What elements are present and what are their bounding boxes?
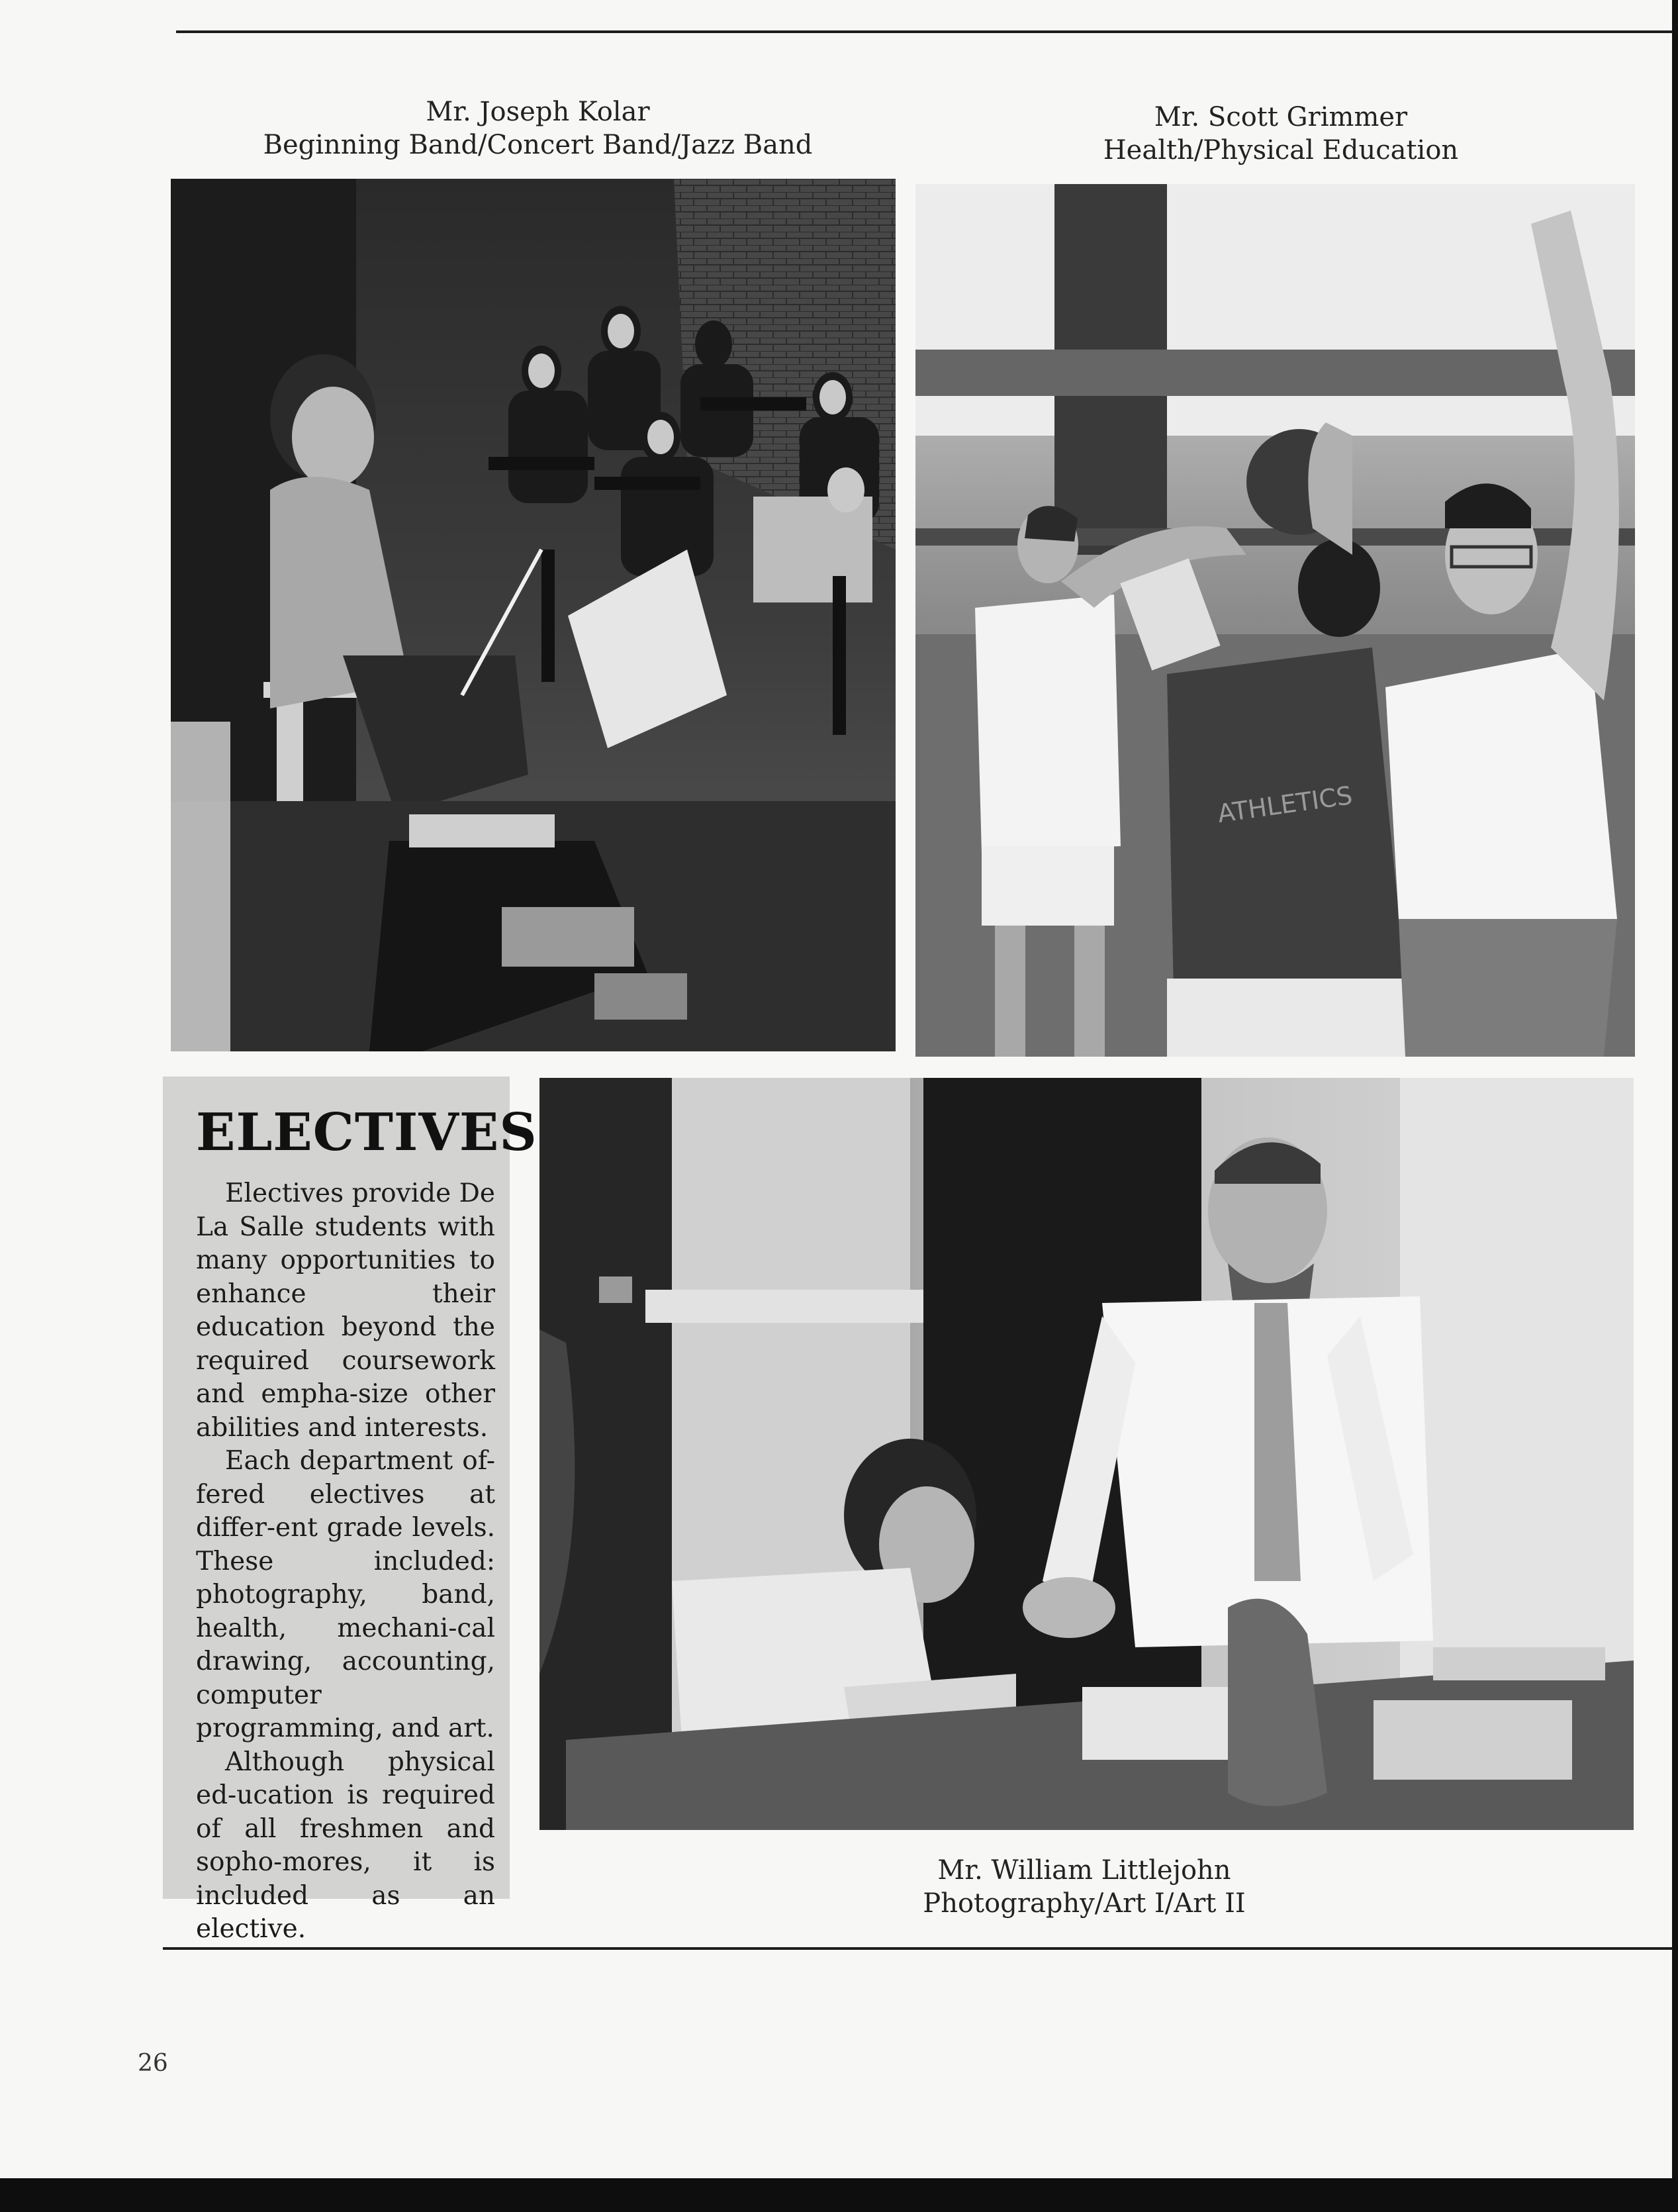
photo-art-class xyxy=(539,1078,1634,1830)
sidebar-paragraph-3: Although physical ed-ucation is required of all freshmen and sopho-mores, it is included as an elective. xyxy=(196,1747,495,1944)
caption-scott-grimmer xyxy=(1049,101,1513,167)
teacher-name: Mr. William Littlejohn xyxy=(937,1855,1231,1886)
teacher-name: Mr. Scott Grimmer xyxy=(1154,102,1408,132)
photo-jazz-band xyxy=(171,179,896,1051)
shirt-text: ATHLETICS xyxy=(1215,781,1354,829)
caption-joseph-kolar xyxy=(212,95,864,162)
page-edge xyxy=(1672,0,1678,2212)
caption-william-littlejohn xyxy=(853,1854,1316,1920)
teacher-subjects: Health/Physical Education xyxy=(1103,135,1459,166)
scan-bottom-edge xyxy=(0,2178,1678,2212)
sidebar-paragraph-1: Electives provide De La Salle students with many opportunities to enhance their education beyond the required coursework and empha-size other abilities and interests. xyxy=(196,1178,495,1443)
teacher-subjects: Beginning Band/Concert Band/Jazz Band xyxy=(263,130,813,160)
top-rule xyxy=(176,30,1673,33)
photo-basketball xyxy=(915,184,1635,1057)
electives-sidebar xyxy=(163,1077,537,1944)
teacher-name: Mr. Joseph Kolar xyxy=(426,97,650,127)
teacher-subjects: Photography/Art I/Art II xyxy=(923,1888,1246,1919)
sidebar-title: ELECTIVES xyxy=(196,1102,537,1163)
sidebar-paragraph-2: Each department of-fered electives at differ-ent grade levels. These included: photography, band, health, mechani-cal drawing, accounting, computer programming, and art. xyxy=(196,1446,495,1743)
bottom-rule xyxy=(163,1947,1673,1950)
page-number: 26 xyxy=(138,2050,168,2077)
